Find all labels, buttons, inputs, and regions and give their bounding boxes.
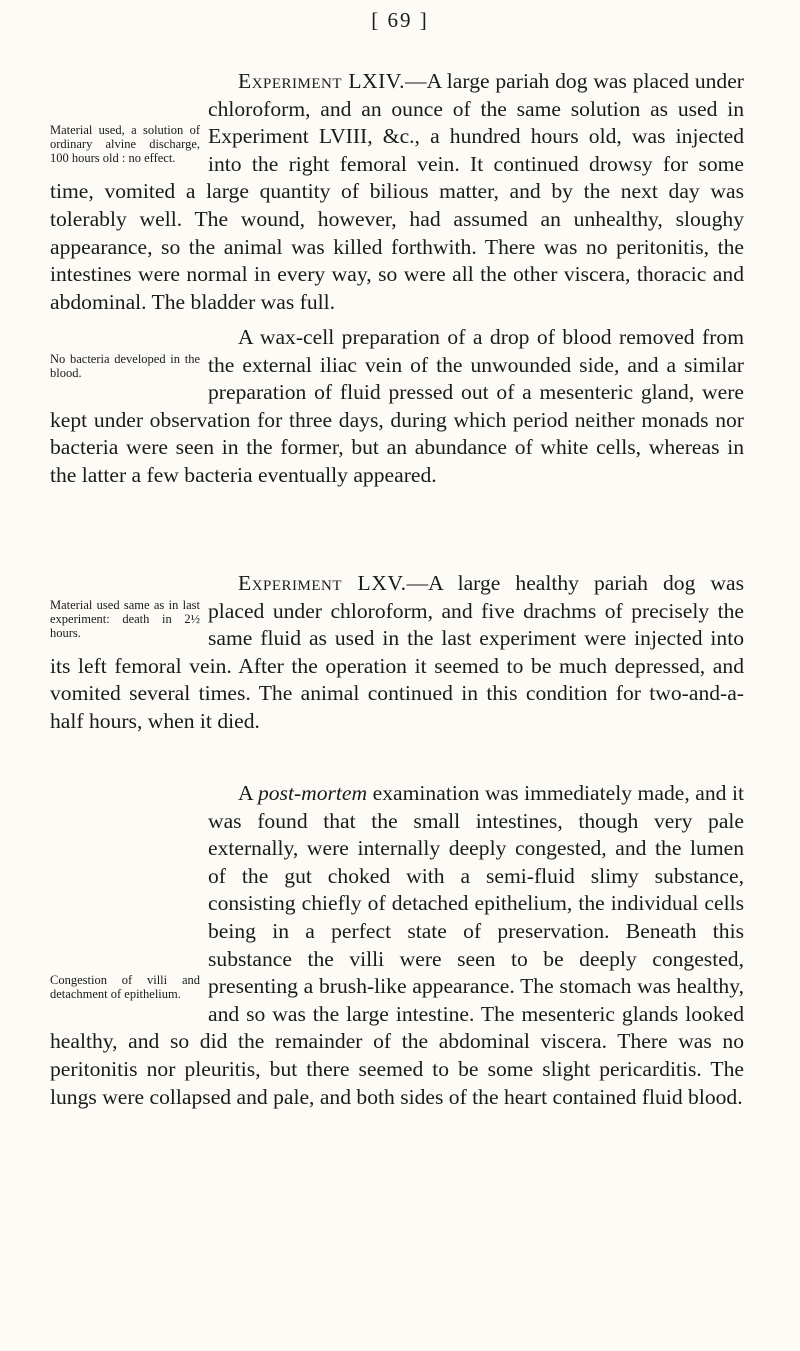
postmortem-italic: post-mortem (257, 781, 368, 805)
exp64-heading: Experiment LXIV. (238, 69, 406, 93)
post-mortem-section (50, 780, 744, 1300)
postmortem-text: examination was immediately made, and it was found that the small intestines, though very pale externally, were internally deeply congested, and the lumen of the gut choked with a semi-fluid slimy substance, consisting chiefly of detached epithelium, the individual cells being in a perfect state of preservation. Beneath this substance the villi were seen to be deeply congested, presenting a brush-like appearance. The stomach was healthy, and so was the large intestine. The mesenteric glands looked healthy, and so did the remainder of the abdominal viscera. There was no peritonitis nor pleuritis, but there seemed to be some slight pericarditis. The lungs were collapsed and pale, and both sides of the heart contained fluid blood. (50, 781, 744, 1109)
postmortem-lead: A (238, 781, 258, 805)
blood-paragraph: No bacteria developed in the blood. A wax-cell preparation of a drop of blood removed from the external iliac vein of the unwounded side, and a similar preparation of fluid pressed out of a mesenteric gland, were kept under observation for three days, during which period neither monads nor bacteria were seen in the former, but an abundance of white cells, whereas in the latter a few bacteria eventually appeared. (50, 325, 744, 487)
exp64-paragraph (50, 68, 744, 316)
side-note-exp64-float: Material used, a solution of ordinary alvine discharge, 100 hours old : no effect. (50, 123, 200, 166)
page-number: [ 69 ] (371, 8, 429, 32)
side-note-blood-float: No bacteria developed in the blood. (50, 351, 200, 380)
exp65-heading: Experiment LXV. (238, 571, 407, 595)
exp65-text: —A large healthy pariah dog was placed under chloroform, and five drachms of precisely the same fluid as used in the last experiment were injected into its left femoral vein. After the operation it seemed to be much depressed, and vomited several times. The animal continued in this condition for two-and-a-half hours, when it died. (50, 571, 744, 733)
exp65-paragraph (50, 570, 744, 736)
experiment-65 (50, 570, 744, 770)
side-note-postmortem-float: Congestion of villi and detachment of epithelium. (50, 973, 200, 1002)
blood-preparation (50, 324, 744, 584)
exp64-text: —A large pariah dog was placed under chloroform, and an ounce of the same solution as used in Experiment LVIII, &c., a hundred hours old, was injected into the right femoral vein. It continued drowsy for some time, vomited a large quantity of bilious matter, and by the next day was tolerably well. The wound, however, had assumed an unhealthy, sloughy appearance, so the animal was killed forthwith. There was no peritonitis, the intestines were normal in every way, so were all the other viscera, thoracic and abdominal. The bladder was full. (50, 69, 745, 314)
side-note-exp65-float: Material used same as in last experiment: death in 2½ hours. (50, 597, 200, 640)
postmortem-paragraph (50, 780, 744, 1111)
